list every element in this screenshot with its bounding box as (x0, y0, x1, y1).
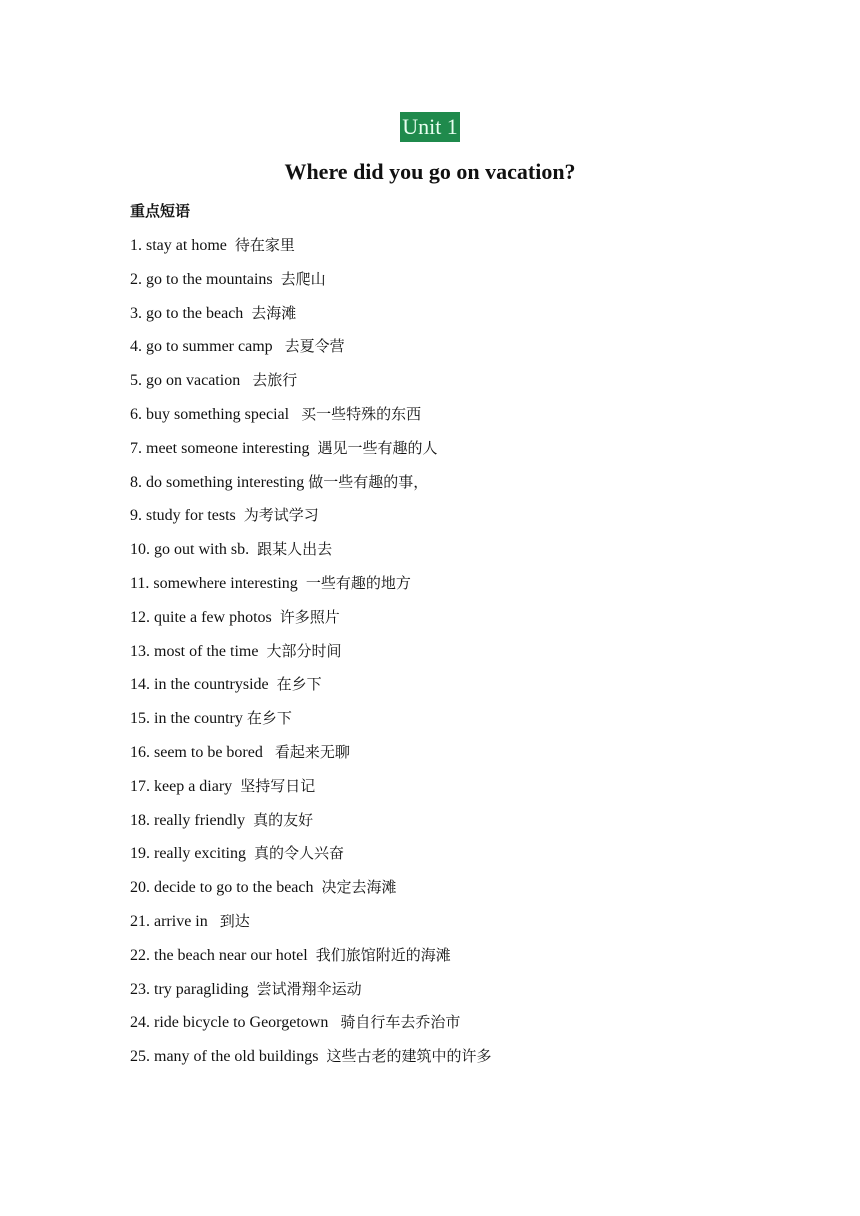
phrase-separator (208, 913, 220, 930)
phrase-chinese: 大部分时间 (266, 641, 342, 660)
phrase-separator (308, 947, 316, 964)
phrase-chinese: 买一些特殊的东西 (301, 404, 422, 423)
phrase-english: 23. try paragliding (130, 980, 249, 998)
phrase-english: 18. really friendly (130, 811, 246, 829)
phrase-english: 1. stay at home (130, 237, 227, 254)
phrase-chinese: 到达 (219, 911, 250, 930)
list-item (130, 1009, 830, 1043)
phrase-chinese: 真的令人兴奋 (253, 844, 344, 863)
phrase-separator (269, 676, 277, 693)
list-item (130, 874, 830, 908)
phrase-chinese: 做一些有趣的事， (308, 472, 429, 491)
phrase-separator (249, 541, 257, 558)
phrase-separator (273, 338, 285, 355)
phrase-english: 24. ride bicycle to Georgetown (130, 1014, 329, 1032)
list-item (130, 604, 830, 638)
list-item (130, 401, 830, 435)
phrase-separator (236, 507, 244, 524)
list-item (130, 232, 830, 266)
phrase-english: 3. go to the beach (130, 304, 244, 322)
phrase-separator (328, 1014, 340, 1031)
list-item (130, 942, 830, 976)
phrase-separator (289, 406, 301, 423)
phrase-separator (272, 609, 280, 626)
phrase-english: 14. in the countryside (130, 676, 269, 694)
phrase-chinese: 去爬山 (280, 269, 326, 288)
list-item (130, 840, 830, 874)
list-item (130, 1043, 830, 1077)
list-item (130, 773, 830, 807)
list-item (130, 435, 830, 469)
phrase-english: 21. arrive in (130, 912, 208, 930)
phrase-separator (273, 271, 281, 288)
phrase-chinese: 坚持写日记 (240, 776, 316, 795)
list-item (130, 469, 830, 503)
phrase-english: 17. keep a diary (130, 777, 233, 795)
phrase-separator (310, 440, 318, 457)
phrase-english: 19. really exciting (130, 845, 246, 863)
phrase-chinese: 决定去海滩 (321, 878, 397, 897)
phrase-separator (232, 778, 240, 795)
unit-label-wrap (0, 112, 860, 142)
phrase-separator (298, 575, 306, 592)
phrase-list (130, 232, 830, 1077)
phrase-chinese: 跟某人出去 (257, 540, 333, 559)
phrase-english: 8. do something interesting (130, 473, 305, 491)
list-item (130, 739, 830, 773)
list-item (130, 536, 830, 570)
phrase-chinese: 看起来无聊 (274, 742, 350, 761)
phrase-chinese: 待在家里 (234, 236, 295, 254)
phrase-chinese: 许多照片 (279, 607, 340, 626)
phrase-english: 15. in the country (130, 710, 243, 728)
phrase-chinese: 一些有趣的地方 (305, 573, 411, 592)
phrase-english: 9. study for tests (130, 507, 236, 525)
phrase-english: 11. somewhere interesting (130, 574, 298, 592)
list-item (130, 976, 830, 1010)
phrase-chinese: 去旅行 (252, 371, 298, 390)
phrase-chinese: 真的友好 (253, 810, 314, 829)
phrase-chinese: 为考试学习 (243, 506, 319, 525)
phrase-chinese: 骑自行车去乔治市 (340, 1013, 461, 1032)
phrase-chinese: 尝试滑翔伞运动 (256, 979, 362, 998)
phrase-separator (263, 744, 275, 761)
phrase-separator (246, 845, 254, 862)
phrase-english: 6. buy something special (130, 405, 290, 423)
phrase-separator (245, 812, 253, 829)
list-item (130, 807, 830, 841)
list-item (130, 908, 830, 942)
phrase-chinese: 在乡下 (276, 675, 322, 694)
list-item (130, 570, 830, 604)
phrase-chinese: 去夏令营 (284, 337, 345, 356)
list-item (130, 333, 830, 367)
phrase-english: 10. go out with sb. (130, 541, 250, 559)
list-item (130, 300, 830, 334)
phrase-english: 22. the beach near our hotel (130, 946, 308, 964)
list-item (130, 502, 830, 536)
phrase-english: 4. go to summer camp (130, 338, 273, 356)
phrase-chinese: 我们旅馆附近的海滩 (315, 945, 451, 964)
list-item (130, 367, 830, 401)
phrase-chinese: 遇见一些有趣的人 (317, 438, 438, 457)
phrase-chinese: 去海滩 (251, 303, 297, 322)
phrase-english: 12. quite a few photos (130, 608, 272, 626)
phrase-separator (227, 237, 235, 254)
phrase-english: 7. meet someone interesting (130, 439, 310, 457)
phrase-chinese: 这些古老的建筑中的许多 (326, 1047, 492, 1066)
phrase-separator (240, 372, 252, 389)
list-item (130, 638, 830, 672)
section-heading: 重点短语 (130, 202, 191, 220)
list-item (130, 671, 830, 705)
phrase-english: 16. seem to be bored (130, 743, 263, 761)
list-item (130, 705, 830, 739)
phrase-separator (249, 981, 257, 998)
phrase-english: 5. go on vacation (130, 372, 241, 390)
phrase-chinese: 在乡下 (246, 709, 292, 728)
unit-label: Unit 1 (400, 112, 460, 142)
phrase-english: 25. many of the old buildings (130, 1048, 319, 1066)
list-item (130, 266, 830, 300)
phrase-separator (314, 879, 322, 896)
phrase-english: 2. go to the mountains (130, 270, 273, 288)
phrase-english: 13. most of the time (130, 642, 259, 660)
page-title: Where did you go on vacation? (284, 159, 576, 184)
phrase-english: 20. decide to go to the beach (130, 879, 314, 897)
